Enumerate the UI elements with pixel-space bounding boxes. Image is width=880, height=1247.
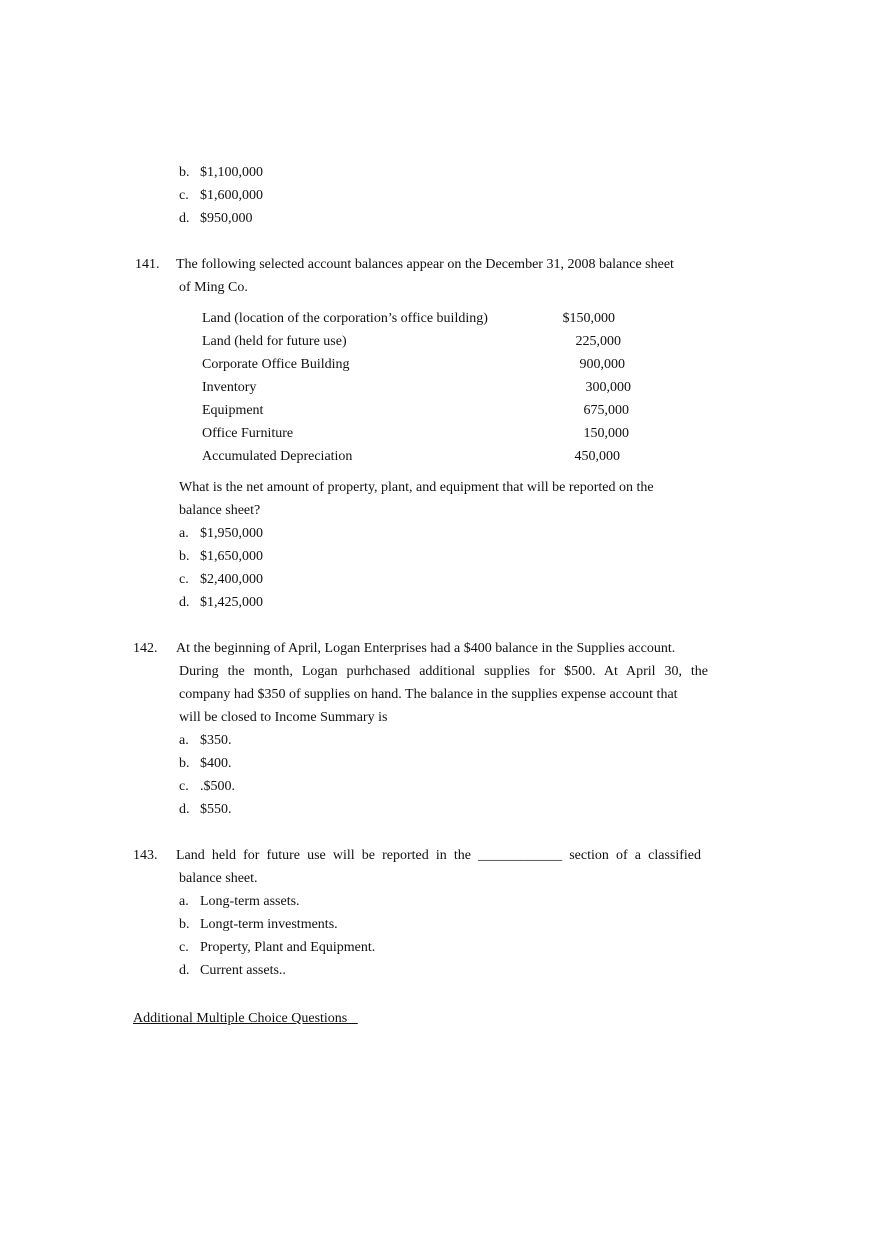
q142-number: 142. [133,641,158,656]
prev-option-c: c. $1,600,000 [179,188,263,203]
q142-line1: At the beginning of April, Logan Enterprises had a $400 balance in the Supplies account. [176,641,676,656]
q142-option-c: c. .$500. [179,779,235,794]
q141-option-d: d. $1,425,000 [179,595,263,610]
q142-option-b: b. $400. [179,756,232,771]
q143-option-d: d. Current assets.. [179,963,286,978]
q141-question-line2: balance sheet? [179,503,261,518]
prev-option-d: d. $950,000 [179,211,253,226]
account-row: Land (held for future use) 225,000 [202,334,621,349]
account-row: Accumulated Depreciation 450,000 [202,449,620,464]
section-heading: Additional Multiple Choice Questions [133,1011,358,1026]
q142-line4: will be closed to Income Summary is [179,710,388,725]
q141-option-b: b. $1,650,000 [179,549,263,564]
q141-option-c: c. $2,400,000 [179,572,263,587]
q143-option-b: b. Longt-term investments. [179,917,338,932]
q141-option-a: a. $1,950,000 [179,526,263,541]
q142-option-a: a. $350. [179,733,232,748]
account-row: Equipment 675,000 [202,403,629,418]
account-row: Land (location of the corporation’s office building) $150,000 [202,311,615,326]
account-row: Corporate Office Building 900,000 [202,357,625,372]
q143-option-c: c. Property, Plant and Equipment. [179,940,376,955]
account-row: Office Furniture 150,000 [202,426,629,441]
q143-option-a: a. Long-term assets. [179,894,300,909]
prev-option-b: b. $1,100,000 [179,165,263,180]
q143-line1: Land held for future use will be reported in the ____________ section of a classified [176,848,701,863]
q141-number: 141. [135,257,160,272]
q143-line2: balance sheet. [179,871,258,886]
q142-line3: company had $350 of supplies on hand. The balance in the supplies expense account that [179,687,678,702]
account-row: Inventory 300,000 [202,380,631,395]
q141-stem-line2: of Ming Co. [179,280,248,295]
q142-option-d: d. $550. [179,802,232,817]
q141-stem-line1: The following selected account balances appear on the December 31, 2008 balance sheet [176,257,674,272]
q142-line2: During the month, Logan purhchased additional supplies for $500. At April 30, the [179,664,708,679]
q141-question-line1: What is the net amount of property, plant, and equipment that will be reported on the [179,480,654,495]
q143-number: 143. [133,848,158,863]
